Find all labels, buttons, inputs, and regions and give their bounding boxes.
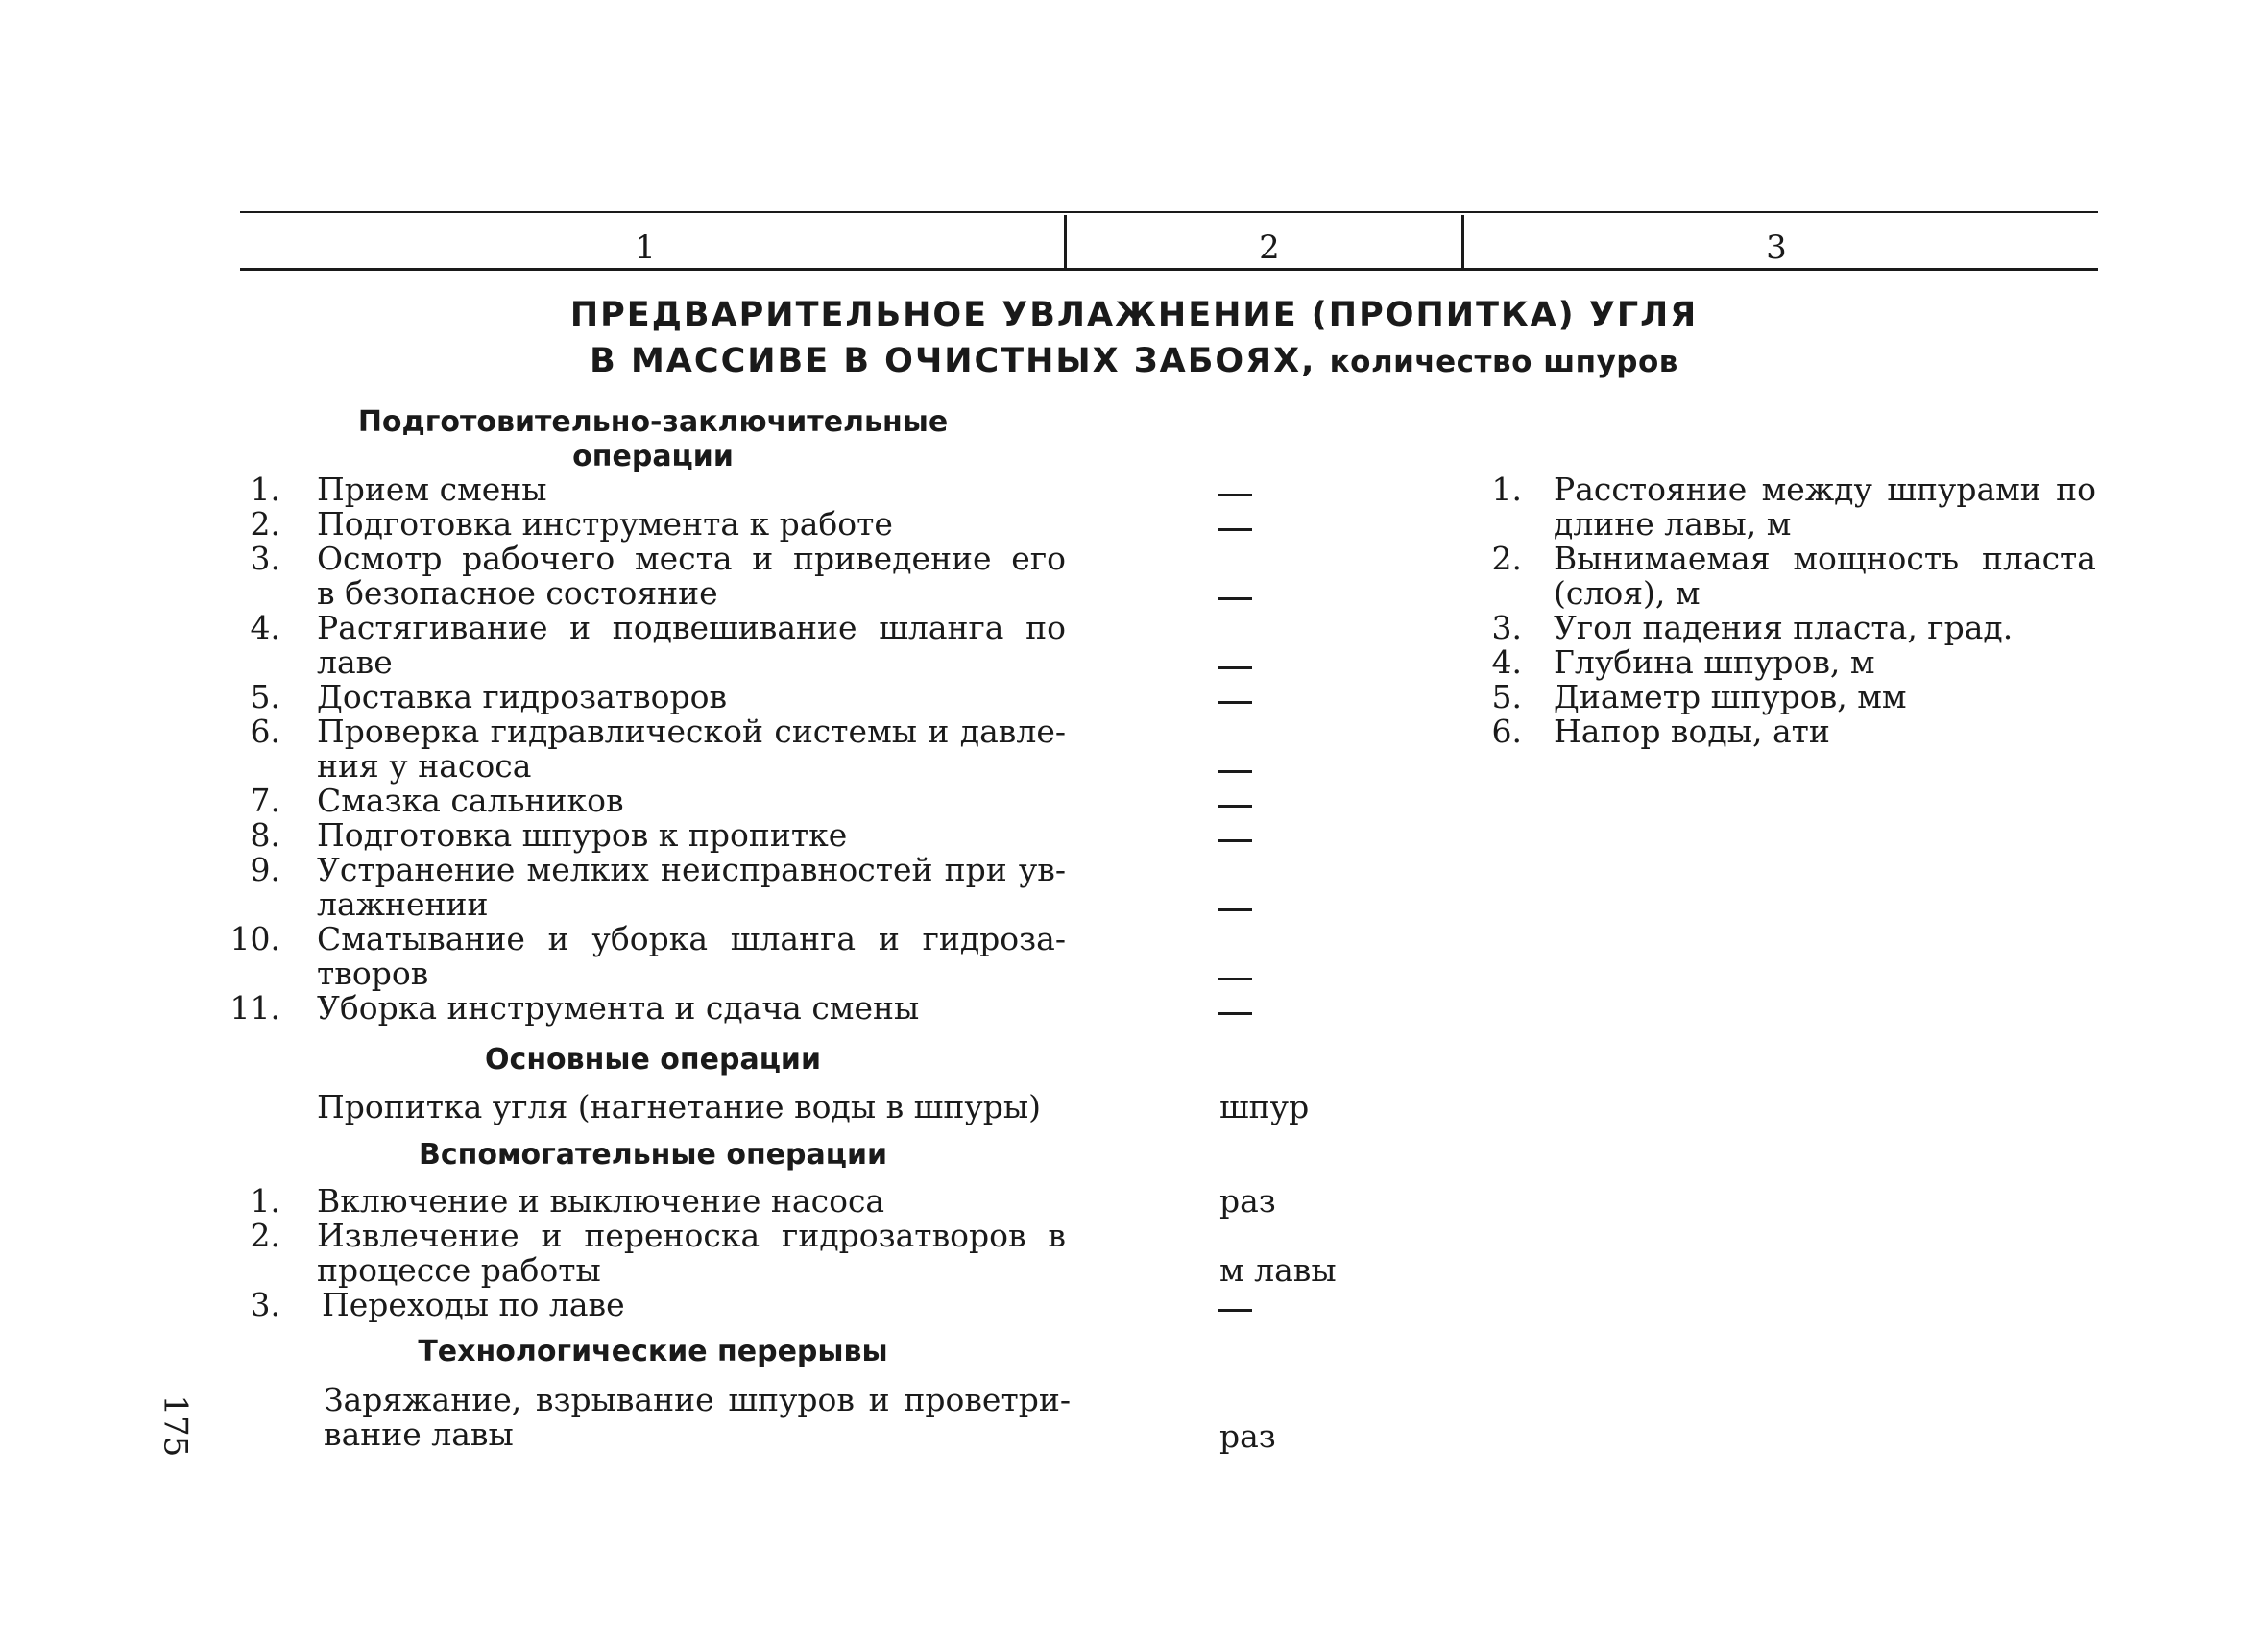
prep-heading-line-1: Подготовительно-заключительные xyxy=(357,405,949,439)
prep-item-3-text-line-1: Осмотр рабочего места и приведение его xyxy=(317,540,1066,577)
prep-item-6-number: 6. xyxy=(250,713,280,750)
aux-item-1-number: 1. xyxy=(250,1182,280,1220)
main-item-text: Пропитка угля (нагнетание воды в шпуры) xyxy=(317,1088,1042,1125)
prep-item-7-number: 7. xyxy=(250,782,280,819)
prep-item-9-text-line-1: Устранение мелких неисправностей при ув- xyxy=(317,851,1066,888)
main-heading: Основные операции xyxy=(485,1043,821,1077)
prep-item-7-unit-dash xyxy=(1218,805,1252,808)
main-item-unit: шпур xyxy=(1219,1088,1310,1125)
aux-item-2-text-line-2: процессе работы xyxy=(317,1251,601,1289)
prep-item-10-unit-dash xyxy=(1218,978,1252,980)
factor-6-number: 6. xyxy=(1491,713,1522,750)
prep-item-10-number: 10. xyxy=(229,920,280,957)
factor-4-number: 4. xyxy=(1491,643,1522,681)
aux-item-3-unit-dash xyxy=(1218,1309,1252,1312)
prep-item-2-text: Подготовка инструмента к работе xyxy=(317,505,893,543)
header-bottom-rule xyxy=(240,268,2098,271)
aux-item-2-text-line-1: Извлечение и переноска гидрозатворов в xyxy=(317,1217,1066,1254)
breaks-text-line-2: вание лавы xyxy=(324,1415,514,1453)
prep-item-1-text: Прием смены xyxy=(317,471,547,508)
prep-item-10-text-line-1: Сматывание и уборка шланга и гидроза- xyxy=(317,920,1066,957)
prep-item-4-unit-dash xyxy=(1218,666,1252,669)
prep-item-8-number: 8. xyxy=(250,816,280,854)
prep-item-5-number: 5. xyxy=(250,678,280,715)
prep-item-9-text-line-2: лажнении xyxy=(317,885,489,923)
title-line-2-main: В МАССИВЕ В ОЧИСТНЫХ ЗАБОЯХ, xyxy=(590,342,1316,380)
prep-item-8-unit-dash xyxy=(1218,839,1252,842)
header-divider-1 xyxy=(1064,215,1067,271)
aux-item-1-unit: раз xyxy=(1219,1182,1276,1220)
column-number-2: 2 xyxy=(1259,229,1280,267)
prep-item-6-unit-dash xyxy=(1218,770,1252,773)
factor-3-text: Угол падения пласта, град. xyxy=(1554,609,2014,646)
title-line-2-small: количество шпуров xyxy=(1329,345,1678,379)
breaks-unit: раз xyxy=(1219,1417,1276,1455)
title-line-2 xyxy=(0,342,2268,380)
prep-item-9-number: 9. xyxy=(250,851,280,888)
breaks-heading: Технологические перерывы xyxy=(418,1335,888,1368)
column-number-1: 1 xyxy=(635,229,656,267)
prep-item-4-number: 4. xyxy=(250,609,280,646)
prep-item-2-unit-dash xyxy=(1218,528,1252,531)
prep-item-3-number: 3. xyxy=(250,540,280,577)
header-divider-2 xyxy=(1461,215,1464,271)
prep-item-9-unit-dash xyxy=(1218,908,1252,911)
prep-item-1-unit-dash xyxy=(1218,494,1252,496)
factor-3-number: 3. xyxy=(1491,609,1522,646)
factor-1-number: 1. xyxy=(1491,471,1522,508)
prep-item-4-text-line-2: лаве xyxy=(317,643,393,681)
factor-2-number: 2. xyxy=(1491,540,1522,577)
prep-item-7-text: Смазка сальников xyxy=(317,782,624,819)
prep-item-11-text: Уборка инструмента и сдача смены xyxy=(317,989,920,1027)
factor-5-number: 5. xyxy=(1491,678,1522,715)
aux-item-3-text: Переходы по лаве xyxy=(322,1286,625,1323)
prep-item-3-text-line-2: в безопасное состояние xyxy=(317,574,718,612)
page-number: 175 xyxy=(156,1394,195,1458)
prep-item-6-text-line-2: ния у насоса xyxy=(317,747,532,785)
aux-item-1-text: Включение и выключение насоса xyxy=(317,1182,885,1220)
prep-item-11-unit-dash xyxy=(1218,1012,1252,1015)
prep-item-4-text-line-1: Растягивание и подвешивание шланга по xyxy=(317,609,1066,646)
prep-item-5-text: Доставка гидрозатворов xyxy=(317,678,728,715)
prep-item-11-number: 11. xyxy=(229,989,280,1027)
factor-4-text: Глубина шпуров, м xyxy=(1554,643,1875,681)
prep-item-5-unit-dash xyxy=(1218,701,1252,704)
aux-item-2-unit: м лавы xyxy=(1219,1251,1337,1289)
prep-item-3-unit-dash xyxy=(1218,597,1252,600)
prep-item-8-text: Подготовка шпуров к пропитке xyxy=(317,816,848,854)
aux-item-3-number: 3. xyxy=(250,1286,280,1323)
factor-1-text-line-1: Расстояние между шпурами по xyxy=(1554,471,2096,508)
prep-item-1-number: 1. xyxy=(250,471,280,508)
factor-5-text: Диаметр шпуров, мм xyxy=(1554,678,1907,715)
aux-item-2-number: 2. xyxy=(250,1217,280,1254)
factor-6-text: Напор воды, ати xyxy=(1554,713,1830,750)
prep-item-10-text-line-2: творов xyxy=(317,955,429,992)
factor-2-text-line-2: (слоя), м xyxy=(1554,574,1701,612)
prep-heading-line-2: операции xyxy=(572,440,734,473)
factor-2-text-line-1: Вынимаемая мощность пласта xyxy=(1554,540,2096,577)
breaks-text-line-1: Заряжание, взрывание шпуров и проветри- xyxy=(324,1381,1071,1418)
header-top-rule xyxy=(240,211,2098,213)
factor-1-text-line-2: длине лавы, м xyxy=(1554,505,1792,543)
title-line-1: ПРЕДВАРИТЕЛЬНОЕ УВЛАЖНЕНИЕ (ПРОПИТКА) УГЛЯ xyxy=(569,296,1699,334)
prep-item-6-text-line-1: Проверка гидравлической системы и давле- xyxy=(317,713,1066,750)
column-number-3: 3 xyxy=(1766,229,1787,267)
prep-item-2-number: 2. xyxy=(250,505,280,543)
aux-heading: Вспомогательные операции xyxy=(418,1138,888,1172)
